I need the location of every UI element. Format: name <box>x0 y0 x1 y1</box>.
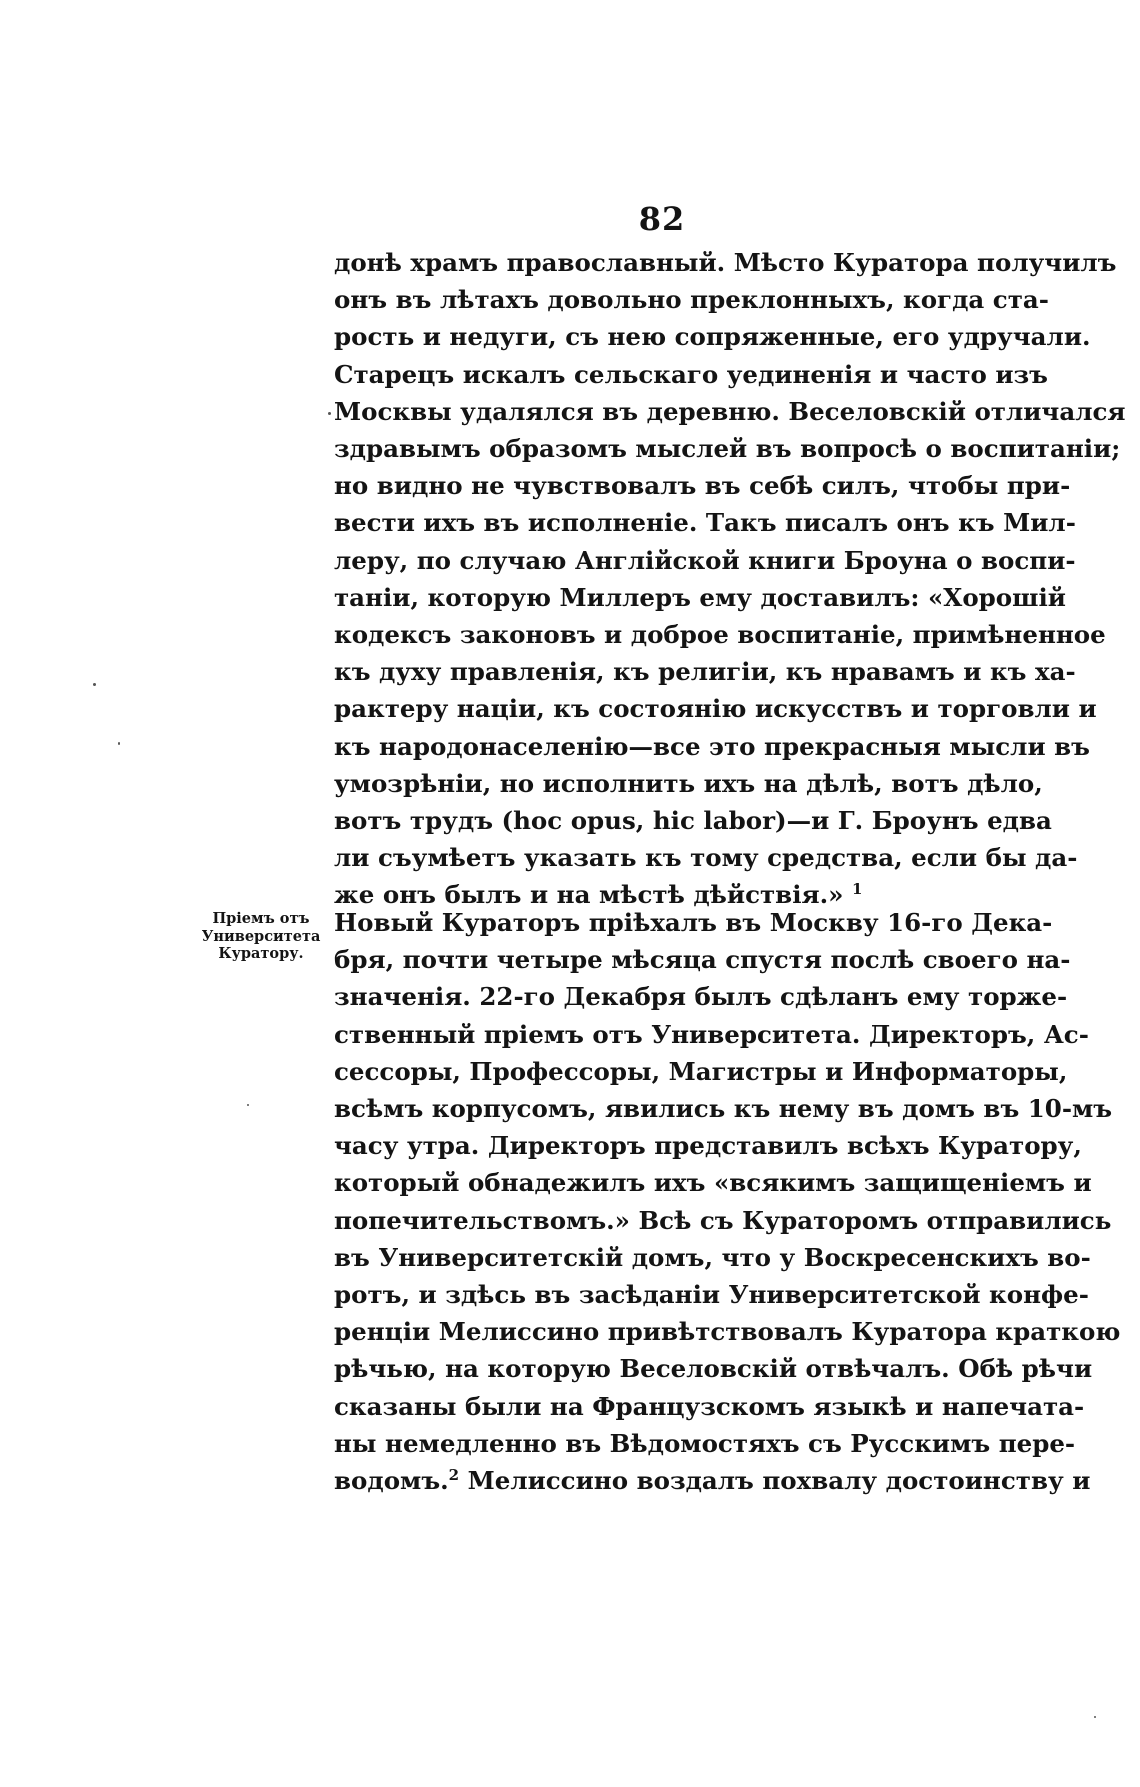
text-line-content: водомъ. <box>334 1466 449 1496</box>
paragraph-1 <box>334 244 1126 914</box>
marginal-note-line: Пріемъ отъ <box>212 910 310 927</box>
text-line: сказаны были на Французскомъ языкѣ и напечата- <box>334 1391 1085 1421</box>
text-line-content: Мелиссино воздалъ похвалу достоинству и <box>467 1466 1091 1496</box>
text-line-content: же онъ былъ и на мѣстѣ дѣйствія.» <box>334 880 844 910</box>
text-line: ли съумѣетъ указать къ тому средства, если бы да- <box>334 843 1078 873</box>
text-line: ротъ, и здѣсь въ засѣданіи Университетской конфе- <box>334 1280 1089 1310</box>
text-line: онъ въ лѣтахъ довольно преклонныхъ, когда ста- <box>334 285 1049 315</box>
marginal-note-line: Университета <box>201 927 321 945</box>
text-line: вести ихъ въ исполненіе. Такъ писалъ онъ къ Мил- <box>334 508 1076 538</box>
text-line: здравымъ образомъ мыслей въ вопросѣ о воспитаніи; <box>334 434 1121 464</box>
text-line: который обнадежилъ ихъ «всякимъ защищеніемъ и <box>334 1168 1092 1198</box>
text-line: часу утра. Директоръ представилъ всѣхъ Куратору, <box>334 1131 1082 1161</box>
text-line: леру, по случаю Англійской книги Броуна о воспи- <box>334 545 1076 575</box>
text-line: попечительствомъ.» Всѣ съ Кураторомъ отправились <box>334 1205 1112 1235</box>
scan-speck <box>93 683 96 686</box>
text-line: ренціи Мелиссино привѣтствовалъ Куратора краткою <box>334 1317 1121 1347</box>
text-line: вотъ трудъ (hoc opus, hic labor)—и Г. Броунъ едва <box>334 806 1052 836</box>
text-line: сессоры, Профессоры, Магистры и Информаторы, <box>334 1056 1068 1086</box>
text-line: значенія. 22-го Декабря былъ сдѣланъ ему торже- <box>334 982 1068 1012</box>
scan-speck <box>328 412 331 415</box>
paragraph-2 <box>334 904 1121 1499</box>
text-line: кодексъ законовъ и доброе воспитаніе, примѣненное <box>334 620 1106 650</box>
text-line: въ Университетскій домъ, что у Воскресенскихъ во- <box>334 1242 1091 1272</box>
scan-speck <box>1094 1716 1096 1718</box>
text-line: рѣчью, на которую Веселовскій отвѣчалъ. Обѣ рѣчи <box>334 1354 1093 1384</box>
text-line: донѣ храмъ православный. Мѣсто Куратора получилъ <box>334 248 1117 277</box>
text-line: ственный пріемъ отъ Университета. Директоръ, Ас- <box>334 1019 1089 1049</box>
text-line: Новый Кураторъ пріѣхалъ въ Москву 16-го Дека- <box>334 908 1053 937</box>
marginal-note-line: Куратору. <box>218 945 304 962</box>
text-line: Москвы удалялся въ деревню. Веселовскій отличался <box>334 396 1126 426</box>
text-line: къ народонаселенію—все это прекрасныя мысли въ <box>334 731 1090 761</box>
text-line: бря, почти четыре мѣсяца спустя послѣ своего на- <box>334 945 1071 975</box>
footnote-marker: 2 <box>448 1465 460 1484</box>
marginal-note <box>196 910 326 963</box>
text-line: всѣмъ корпусомъ, явились къ нему въ домъ въ 10-мъ <box>334 1094 1113 1124</box>
text-line: ны немедленно въ Вѣдомостяхъ съ Русскимъ пере- <box>334 1428 1076 1458</box>
scan-speck <box>118 742 120 745</box>
text-line: къ духу правленія, къ религіи, къ нравамъ и къ ха- <box>334 657 1076 687</box>
page-number: 82 <box>638 200 686 238</box>
text-line: Старецъ искалъ сельскаго уединенія и часто изъ <box>334 359 1048 389</box>
text-line: но видно не чувствовалъ въ себѣ силъ, чтобы при- <box>334 471 1071 501</box>
text-line: умозрѣніи, но исполнить ихъ на дѣлѣ, вотъ дѣло, <box>334 768 1043 798</box>
footnote-marker: 1 <box>851 880 863 899</box>
scan-speck <box>247 1104 249 1106</box>
text-line: рость и недуги, съ нею сопряженные, его удручали. <box>334 322 1091 352</box>
text-line: таніи, которую Миллеръ ему доставилъ: «Хорошій <box>334 582 1066 612</box>
text-line: рактеру націи, къ состоянію искусствъ и торговли и <box>334 694 1097 724</box>
text-line <box>334 1462 1091 1499</box>
